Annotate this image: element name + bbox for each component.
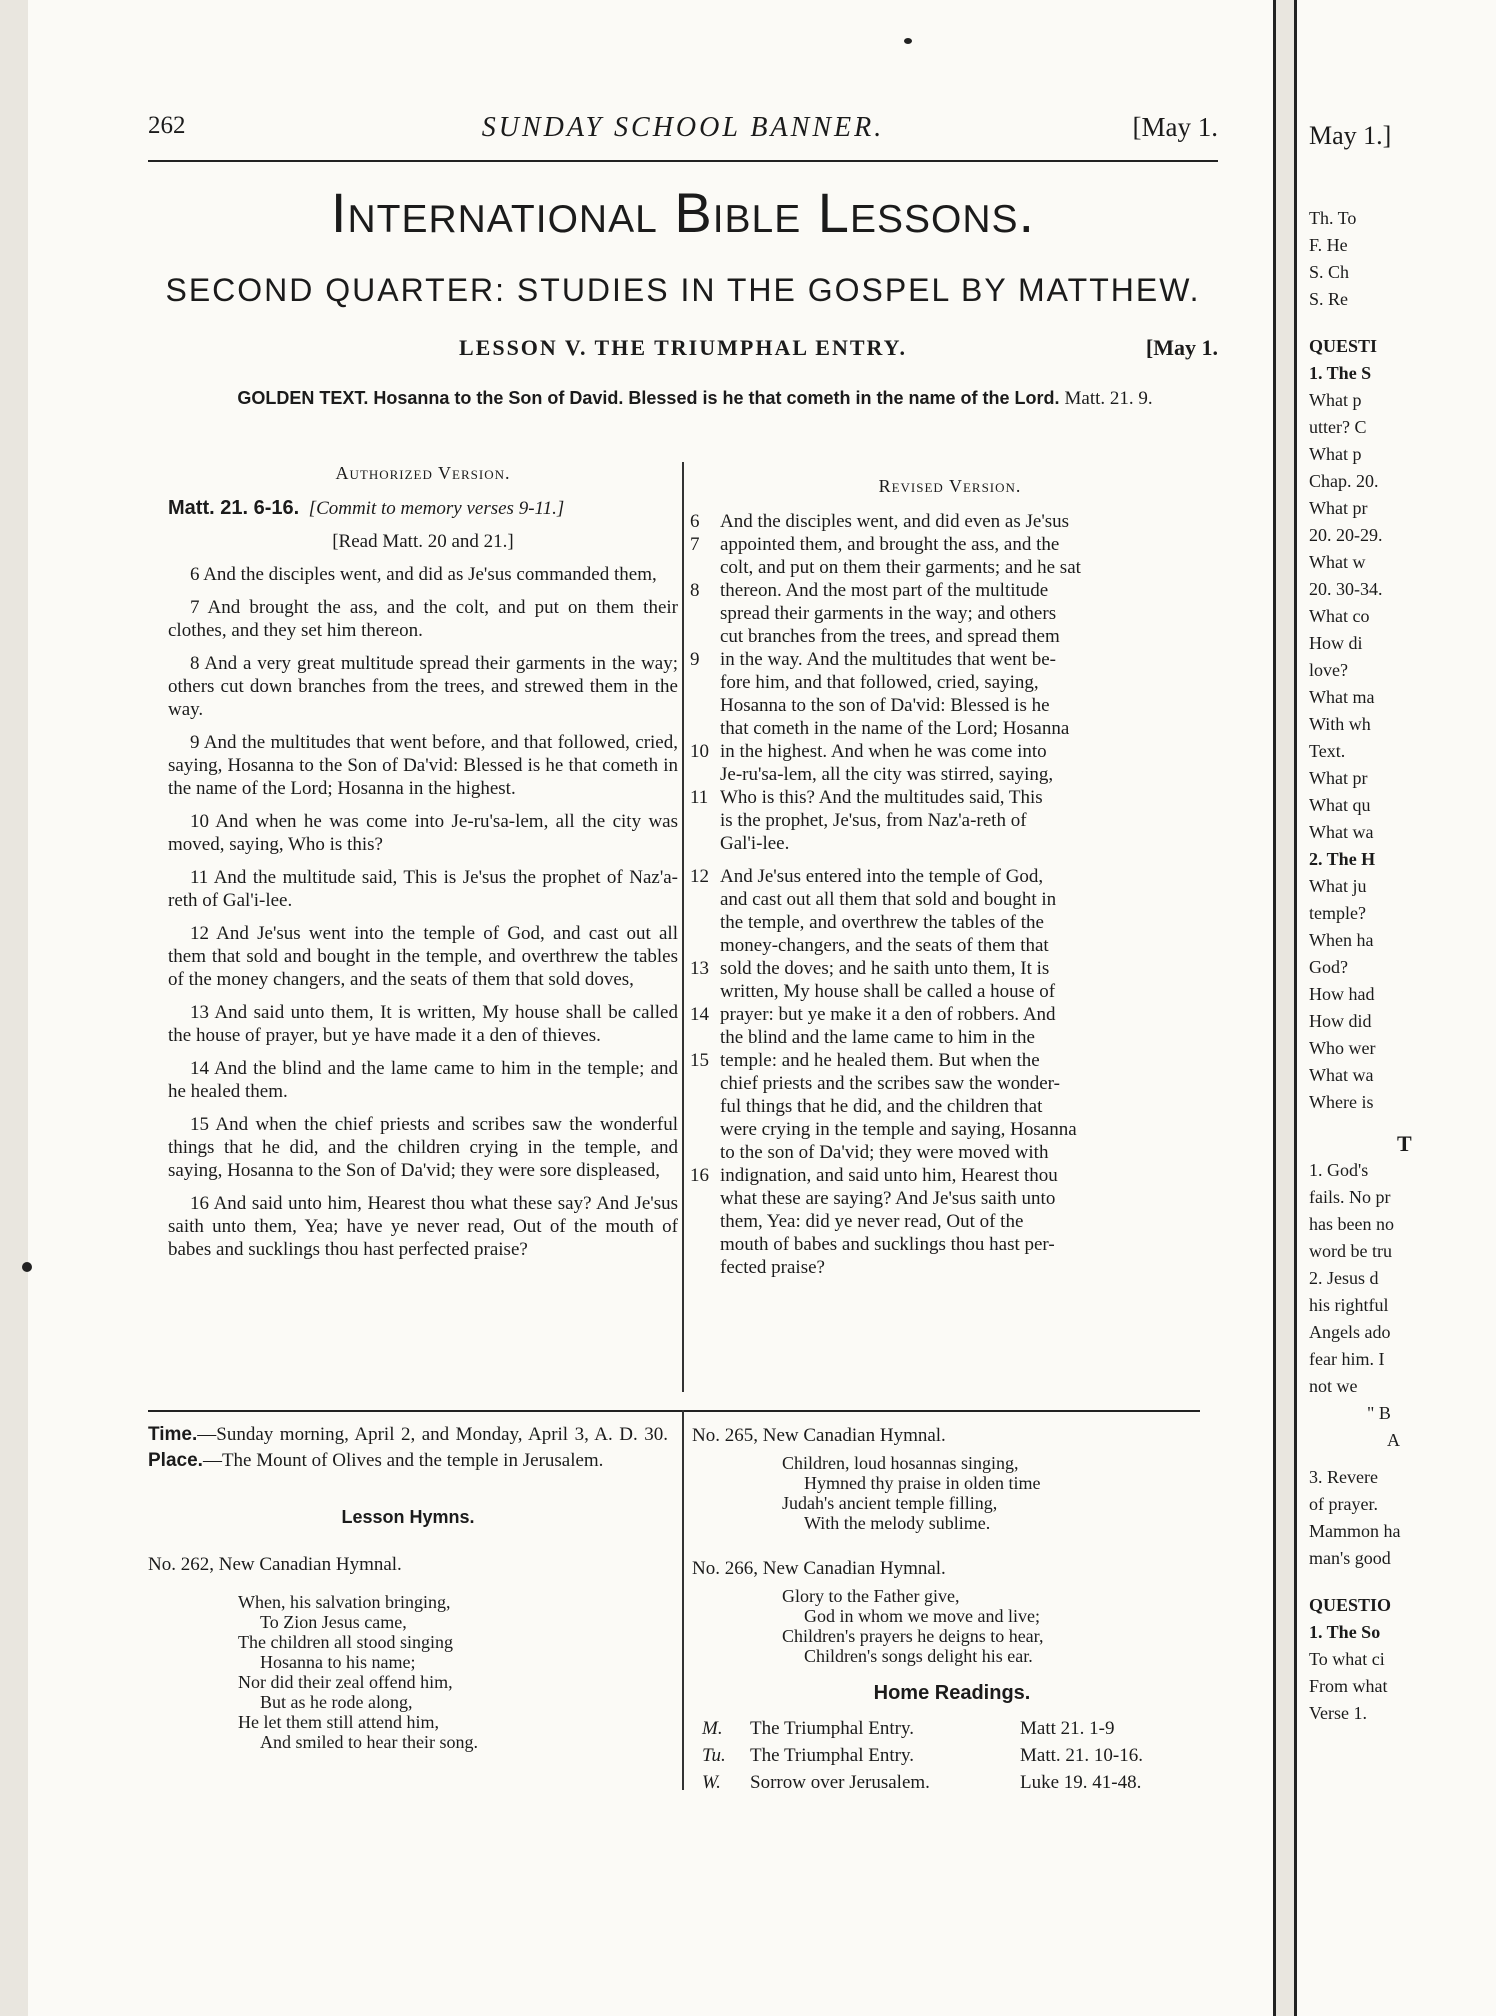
verse-number bbox=[690, 1072, 720, 1095]
revised-line bbox=[690, 717, 1210, 740]
revised-line-text: that cometh in the name of the Lord; Hosanna bbox=[720, 718, 1070, 739]
revised-line-text: fected praise? bbox=[720, 1257, 825, 1278]
revised-line bbox=[690, 1233, 1210, 1256]
facing-page-line: Verse 1. bbox=[1309, 1703, 1367, 1723]
authorized-verse: 16 And said unto him, Hearest thou what these say? And Je'sus saith unto them, Yea; have ye never read, Out of the mouth of babes and sucklings thou hast perfected praise? bbox=[168, 1193, 678, 1260]
revised-line-text: were crying in the temple and saying, Hosanna bbox=[720, 1119, 1077, 1140]
revised-line-text: Hosanna to the son of Da'vid: Blessed is he bbox=[720, 695, 1050, 716]
facing-page-line: 1. God's bbox=[1309, 1160, 1369, 1180]
facing-page-line: 1. The So bbox=[1309, 1622, 1381, 1642]
authorized-verse: 6 And the disciples went, and did as Je'sus commanded them, bbox=[190, 564, 657, 585]
reading-day: M. bbox=[702, 1718, 723, 1739]
facing-page-line: not we bbox=[1309, 1376, 1358, 1396]
header-rule bbox=[148, 160, 1218, 162]
facing-page-line: Chap. 20. bbox=[1309, 471, 1379, 491]
facing-page-line: fear him. I bbox=[1309, 1349, 1385, 1369]
facing-page-line: Mammon ha bbox=[1309, 1521, 1401, 1541]
revised-line-text: ful things that he did, and the children that bbox=[720, 1096, 1043, 1117]
verse-number: 15 bbox=[690, 1050, 709, 1071]
authorized-version-column bbox=[168, 462, 678, 1271]
revised-line bbox=[690, 671, 1210, 694]
revised-line-text: Je-ru'sa-lem, all the city was stirred, saying, bbox=[720, 764, 1054, 785]
page-subtitle: SECOND QUARTER: STUDIES IN THE GOSPEL BY MATTHEW. bbox=[165, 272, 1201, 308]
verse-number: 6 bbox=[690, 511, 700, 532]
revised-line bbox=[690, 556, 1210, 579]
revised-line bbox=[690, 1210, 1210, 1233]
verse-number bbox=[690, 671, 720, 694]
verse-number bbox=[690, 934, 720, 957]
reading-row bbox=[692, 1715, 1212, 1742]
verse-number bbox=[690, 888, 720, 911]
running-header bbox=[148, 112, 1218, 152]
revised-line bbox=[690, 786, 1210, 809]
verse-number bbox=[690, 625, 720, 648]
facing-page-line: From what bbox=[1309, 1676, 1388, 1696]
revised-line-text: is the prophet, Je'sus, from Naz'a-reth of bbox=[720, 810, 1027, 831]
facing-page-line: 20. 20-29. bbox=[1309, 525, 1383, 545]
verse-number: 9 bbox=[690, 649, 700, 670]
revised-line bbox=[690, 1095, 1210, 1118]
golden-text-label: GOLDEN TEXT. bbox=[237, 388, 369, 408]
hymn-262-label: No. 262, New Canadian Hymnal. bbox=[148, 1554, 402, 1575]
facing-page-line: temple? bbox=[1309, 903, 1366, 923]
facing-page-line: " B bbox=[1367, 1403, 1391, 1423]
facing-page-line: With wh bbox=[1309, 714, 1371, 734]
hymn-line: But as he rode along, bbox=[260, 1692, 413, 1712]
verse-number bbox=[690, 1187, 720, 1210]
verse-number: 16 bbox=[690, 1165, 709, 1186]
reference-text: Matt. 21. 6-16. bbox=[168, 497, 300, 519]
authorized-verse: 15 And when the chief priests and scribes saw the wonderful things that he did, and the children crying in the temple, and saying, Hosanna to the Son of Da'vid; they were sore displeased, bbox=[168, 1114, 678, 1181]
facing-page-line: F. He bbox=[1309, 235, 1348, 255]
authorized-verse: 11 And the multitude said, This is Je'sus the prophet of Naz'a-reth of Gal'i-lee. bbox=[168, 867, 678, 911]
authorized-verse: 14 And the blind and the lame came to him in the temple; and he healed them. bbox=[168, 1058, 678, 1102]
revised-line bbox=[690, 1118, 1210, 1141]
revised-line-text: And Je'sus entered into the temple of God, bbox=[720, 866, 1044, 887]
revised-line bbox=[690, 763, 1210, 786]
revised-line-text: written, My house shall be called a house of bbox=[720, 981, 1056, 1002]
revised-line bbox=[690, 888, 1210, 911]
revised-line-text: prayer: but ye make it a den of robbers. And bbox=[720, 1004, 1056, 1025]
hymn-line: God in whom we move and live; bbox=[804, 1606, 1040, 1626]
time-text: —Sunday morning, April 2, and Monday, April 3, A. D. 30. bbox=[197, 1424, 668, 1445]
revised-line bbox=[690, 1187, 1210, 1210]
facing-page-line: of prayer. bbox=[1309, 1494, 1378, 1514]
place-label: Place. bbox=[148, 1450, 203, 1471]
running-title: SUNDAY SCHOOL BANNER. bbox=[481, 112, 885, 143]
page-title: International Bible Lessons. bbox=[330, 181, 1036, 244]
verse-number bbox=[690, 1210, 720, 1233]
verse-number bbox=[690, 1233, 720, 1256]
revised-line bbox=[690, 694, 1210, 717]
hymn-265-label: No. 265, New Canadian Hymnal. bbox=[692, 1425, 946, 1446]
facing-page-line: What wa bbox=[1309, 822, 1374, 842]
facing-page-line: What ma bbox=[1309, 687, 1375, 707]
memory-note: [Commit to memory verses 9-11.] bbox=[308, 498, 565, 519]
verse-number bbox=[690, 1026, 720, 1049]
verse-number bbox=[690, 809, 720, 832]
facing-page-line: God? bbox=[1309, 957, 1348, 977]
facing-page-line: What qu bbox=[1309, 795, 1371, 815]
reading-ref: Luke 19. 41-48. bbox=[1020, 1772, 1142, 1793]
revised-line-text: indignation, and said unto him, Hearest thou bbox=[720, 1165, 1058, 1186]
revised-line bbox=[690, 510, 1210, 533]
verse-number bbox=[690, 1095, 720, 1118]
revised-line bbox=[690, 809, 1210, 832]
golden-text bbox=[220, 385, 1170, 412]
facing-page bbox=[1294, 0, 1496, 2016]
revised-line bbox=[690, 911, 1210, 934]
time-place bbox=[148, 1422, 668, 1474]
revised-line bbox=[690, 832, 1210, 855]
place-text: —The Mount of Olives and the temple in Jerusalem. bbox=[202, 1450, 604, 1471]
revised-line bbox=[690, 579, 1210, 602]
facing-page-line: How did bbox=[1309, 1011, 1372, 1031]
verse-number bbox=[690, 694, 720, 717]
revised-line bbox=[690, 934, 1210, 957]
revised-line-text: sold the doves; and he saith unto them, It is bbox=[720, 958, 1050, 979]
facing-page-line: 3. Revere bbox=[1309, 1467, 1378, 1487]
verse-number bbox=[690, 1141, 720, 1164]
facing-page-line: 1. The S bbox=[1309, 363, 1372, 383]
revised-line-text: to the son of Da'vid; they were moved with bbox=[720, 1142, 1049, 1163]
facing-page-line: utter? C bbox=[1309, 417, 1367, 437]
facing-page-line: Angels ado bbox=[1309, 1322, 1391, 1342]
revised-line bbox=[690, 648, 1210, 671]
verse-number bbox=[690, 556, 720, 579]
hymn-line: Hosanna to his name; bbox=[260, 1652, 416, 1672]
facing-page-line: What co bbox=[1309, 606, 1370, 626]
facing-page-line: T bbox=[1397, 1131, 1412, 1156]
revised-line bbox=[690, 625, 1210, 648]
revised-line-text: cut branches from the trees, and spread them bbox=[720, 626, 1060, 647]
revised-line-text: what these are saying? And Je'sus saith unto bbox=[720, 1188, 1056, 1209]
revised-verses bbox=[690, 510, 1210, 1279]
facing-page-line: What p bbox=[1309, 444, 1362, 464]
revised-line-text: fore him, and that followed, cried, saying, bbox=[720, 672, 1039, 693]
facing-page-line: his rightful bbox=[1309, 1295, 1389, 1315]
lesson-heading bbox=[148, 335, 1218, 365]
revised-line bbox=[690, 1072, 1210, 1095]
facing-page-line: How had bbox=[1309, 984, 1375, 1004]
lesson-hymns-heading: Lesson Hymns. bbox=[341, 1507, 475, 1527]
revised-line-text: in the way. And the multitudes that went be- bbox=[720, 649, 1056, 670]
facing-page-line: May 1.] bbox=[1309, 121, 1392, 150]
revised-line bbox=[690, 865, 1210, 888]
verse-number bbox=[690, 911, 720, 934]
revised-line-text: spread their garments in the way; and others bbox=[720, 603, 1057, 624]
revised-line bbox=[690, 1049, 1210, 1072]
hymn-line: And smiled to hear their song. bbox=[260, 1732, 478, 1752]
reading-title: The Triumphal Entry. bbox=[750, 1745, 914, 1766]
revised-line-text: temple: and he healed them. But when the bbox=[720, 1050, 1040, 1071]
column-divider bbox=[682, 462, 684, 1392]
authorized-version-heading: Authorized Version. bbox=[335, 463, 511, 483]
hymn-line: To Zion Jesus came, bbox=[260, 1612, 407, 1632]
golden-text-ref: Matt. 21. 9. bbox=[1064, 388, 1153, 409]
golden-text-body: Hosanna to the Son of David. Blessed is he that cometh in the name of the Lord. bbox=[373, 388, 1060, 408]
authorized-verses bbox=[168, 563, 678, 1261]
verse-number bbox=[690, 763, 720, 786]
hymn-line: Glory to the Father give, bbox=[782, 1586, 960, 1606]
facing-page-line: Text. bbox=[1309, 741, 1346, 761]
reading-title: The Triumphal Entry. bbox=[750, 1718, 914, 1739]
verse-number: 10 bbox=[690, 741, 709, 762]
time-place-and-hymns bbox=[148, 1422, 668, 1752]
scripture-reference bbox=[168, 497, 678, 520]
revised-line-text: thereon. And the most part of the multitude bbox=[720, 580, 1049, 601]
facing-page-line: What pr bbox=[1309, 768, 1368, 788]
hymn-line: Judah's ancient temple filling, bbox=[782, 1493, 998, 1513]
facing-page-line: What w bbox=[1309, 552, 1366, 572]
reading-day: W. bbox=[702, 1772, 721, 1793]
home-readings-list bbox=[692, 1715, 1212, 1796]
bottom-column-divider bbox=[682, 1410, 684, 1790]
facing-page-line: 2. Jesus d bbox=[1309, 1268, 1379, 1288]
revised-line-text: Who is this? And the multitudes said, This bbox=[720, 787, 1043, 808]
facing-page-line: What wa bbox=[1309, 1065, 1374, 1085]
revised-line bbox=[690, 980, 1210, 1003]
facing-page-line: What p bbox=[1309, 390, 1362, 410]
verse-number: 7 bbox=[690, 534, 700, 555]
authorized-verse: 9 And the multitudes that went before, and that followed, cried, saying, Hosanna to the Son of Da'vid: Blessed is he that cometh in the name of the Lord; Hosanna in the highest. bbox=[168, 732, 678, 799]
revised-line-text: Gal'i-lee. bbox=[720, 833, 790, 854]
revised-line bbox=[690, 533, 1210, 556]
revised-line-text: the blind and the lame came to him in the bbox=[720, 1027, 1035, 1048]
lesson-title: LESSON V. THE TRIUMPHAL ENTRY. bbox=[458, 335, 908, 360]
hymn-266-text bbox=[782, 1586, 1212, 1666]
facing-page-line: What ju bbox=[1309, 876, 1367, 896]
hymn-line: When, his salvation bringing, bbox=[238, 1592, 451, 1612]
hymn-line: Children's songs delight his ear. bbox=[804, 1646, 1033, 1666]
header-date: [May 1. bbox=[1132, 112, 1218, 142]
read-note: [Read Matt. 20 and 21.] bbox=[332, 531, 514, 552]
facing-page-line: QUESTIO bbox=[1309, 1595, 1392, 1615]
facing-page-line: S. Re bbox=[1309, 289, 1349, 309]
hymn-266-label: No. 266, New Canadian Hymnal. bbox=[692, 1558, 946, 1579]
authorized-verse: 13 And said unto them, It is written, My house shall be called the house of prayer, but ye have made it a den of thieves. bbox=[168, 1002, 678, 1046]
authorized-verse: 10 And when he was come into Je-ru'sa-lem, all the city was moved, saying, Who is this? bbox=[168, 811, 678, 855]
revised-line bbox=[690, 1003, 1210, 1026]
revised-line bbox=[690, 740, 1210, 763]
hymn-262-text bbox=[238, 1592, 668, 1752]
authorized-verse: 8 And a very great multitude spread their garments in the way; others cut down branches from the trees, and strewed them in the way. bbox=[168, 653, 678, 720]
hymn-line: With the melody sublime. bbox=[804, 1513, 991, 1533]
revised-version-column bbox=[690, 475, 1210, 1279]
facing-page-line: Who wer bbox=[1309, 1038, 1376, 1058]
page-number: 262 bbox=[148, 112, 186, 139]
revised-line bbox=[690, 1026, 1210, 1049]
section-rule bbox=[148, 1410, 1200, 1412]
revised-line bbox=[690, 1256, 1210, 1279]
lesson-date: [May 1. bbox=[1145, 335, 1218, 360]
verse-number: 8 bbox=[690, 580, 700, 601]
verse-number bbox=[690, 717, 720, 740]
reading-title: Sorrow over Jerusalem. bbox=[750, 1772, 930, 1793]
facing-page-line: QUESTI bbox=[1309, 336, 1378, 356]
ink-speck bbox=[904, 38, 912, 44]
hymn-line: Hymned thy praise in olden time bbox=[804, 1473, 1041, 1493]
verse-number: 11 bbox=[690, 787, 709, 808]
verse-number bbox=[690, 1118, 720, 1141]
verse-number bbox=[690, 980, 720, 1003]
facing-page-line: love? bbox=[1309, 660, 1348, 680]
revised-line-text: And the disciples went, and did even as Je'sus bbox=[720, 511, 1070, 532]
revised-line-text: appointed them, and brought the ass, and the bbox=[720, 534, 1060, 555]
facing-page-line: S. Ch bbox=[1309, 262, 1350, 282]
hymn-line: Children's prayers he deigns to hear, bbox=[782, 1626, 1044, 1646]
revised-line bbox=[690, 1164, 1210, 1187]
facing-page-line: man's good bbox=[1309, 1548, 1391, 1568]
facing-page-line: Where is bbox=[1309, 1092, 1374, 1112]
revised-line bbox=[690, 957, 1210, 980]
verse-number: 12 bbox=[690, 866, 709, 887]
verse-number: 13 bbox=[690, 958, 709, 979]
authorized-verse: 7 And brought the ass, and the colt, and put on them their clothes, and they set him thereon. bbox=[168, 597, 678, 641]
verse-number bbox=[690, 832, 720, 855]
revised-line-text: mouth of babes and sucklings thou hast per- bbox=[720, 1234, 1055, 1255]
reading-row bbox=[692, 1742, 1212, 1769]
authorized-verse: 12 And Je'sus went into the temple of God, and cast out all them that sold and bought in the temple, and overthrew the tables of the money changers, and the seats of them that sold doves, bbox=[168, 923, 678, 990]
revised-line-text: colt, and put on them their garments; and he sat bbox=[720, 557, 1081, 578]
facing-page-line: A bbox=[1387, 1430, 1400, 1450]
facing-page-line: Th. To bbox=[1309, 208, 1357, 228]
reading-ref: Matt 21. 1-9 bbox=[1020, 1718, 1115, 1739]
facing-page-line: What pr bbox=[1309, 498, 1368, 518]
home-readings-heading: Home Readings. bbox=[873, 1682, 1031, 1704]
hymn-line: Nor did their zeal offend him, bbox=[238, 1672, 453, 1692]
revised-version-heading: Revised Version. bbox=[878, 476, 1022, 496]
hymn-line: Children, loud hosannas singing, bbox=[782, 1453, 1019, 1473]
hymns-and-readings bbox=[692, 1418, 1212, 1796]
facing-page-line: To what ci bbox=[1309, 1649, 1385, 1669]
revised-line-text: them, Yea: did ye never read, Out of the bbox=[720, 1211, 1024, 1232]
facing-page-line: How di bbox=[1309, 633, 1363, 653]
verse-number: 14 bbox=[690, 1004, 709, 1025]
facing-page-line: 2. The H bbox=[1309, 849, 1376, 869]
facing-page-line: has been no bbox=[1309, 1214, 1394, 1234]
facing-page-line: word be tru bbox=[1309, 1241, 1392, 1261]
hymn-265-text bbox=[782, 1453, 1212, 1533]
revised-line bbox=[690, 1141, 1210, 1164]
facing-page-line: 20. 30-34. bbox=[1309, 579, 1383, 599]
revised-line-text: and cast out all them that sold and bought in bbox=[720, 889, 1057, 910]
revised-line-text: in the highest. And when he was come into bbox=[720, 741, 1047, 762]
verse-number bbox=[690, 602, 720, 625]
ink-speck bbox=[22, 1262, 32, 1272]
facing-page-line: When ha bbox=[1309, 930, 1374, 950]
revised-line bbox=[690, 602, 1210, 625]
hymn-line: The children all stood singing bbox=[238, 1632, 453, 1652]
hymn-line: He let them still attend him, bbox=[238, 1712, 439, 1732]
revised-line-text: the temple, and overthrew the tables of the bbox=[720, 912, 1044, 933]
reading-ref: Matt. 21. 10-16. bbox=[1020, 1745, 1143, 1766]
reading-row bbox=[692, 1769, 1212, 1796]
reading-day: Tu. bbox=[702, 1745, 726, 1766]
verse-number bbox=[690, 1256, 720, 1279]
facing-page-line: fails. No pr bbox=[1309, 1187, 1391, 1207]
revised-line-text: money-changers, and the seats of them that bbox=[720, 935, 1049, 956]
revised-line-text: chief priests and the scribes saw the wonder- bbox=[720, 1073, 1060, 1094]
time-label: Time. bbox=[148, 1424, 198, 1445]
